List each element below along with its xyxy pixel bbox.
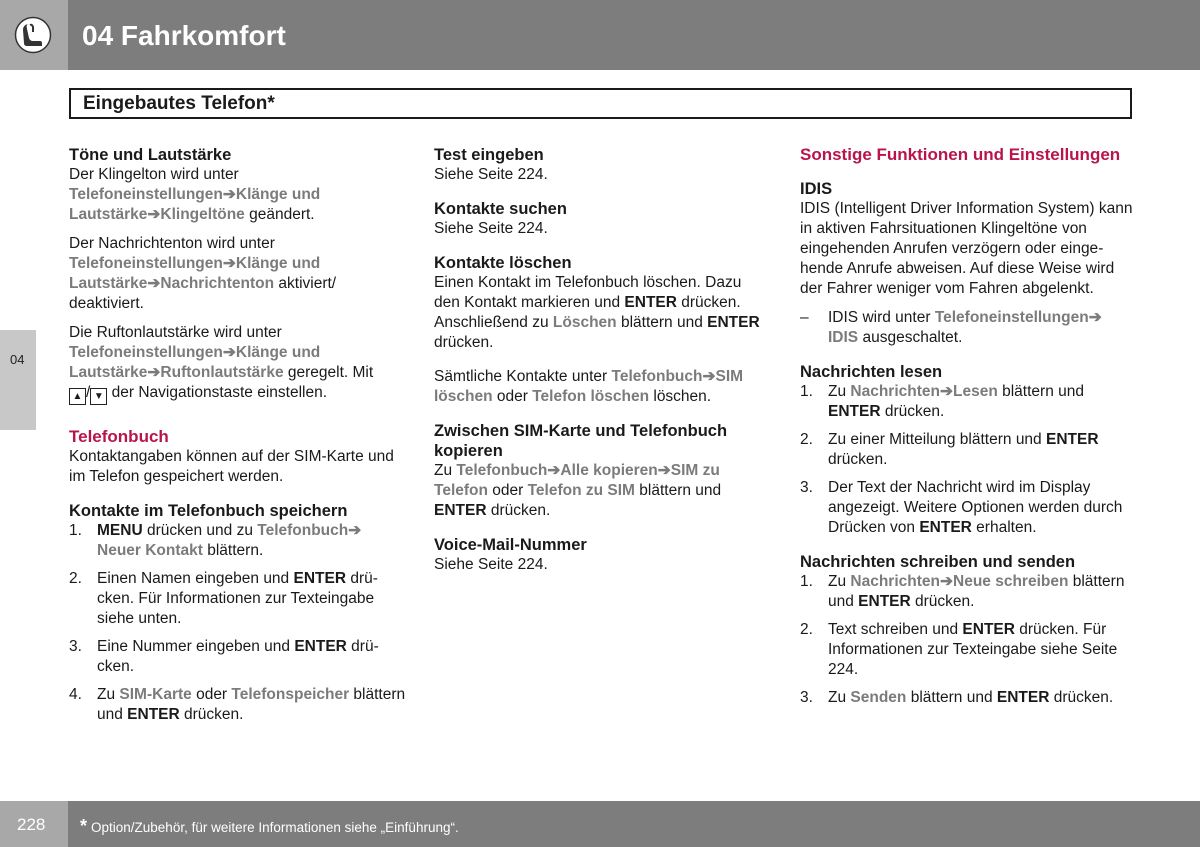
heading-nachrichten-schreiben: Nachrichten schreiben und senden bbox=[800, 553, 1076, 571]
list-item: 2. Text schreiben und ENTER drücken. Für Informationen zur Texteingabe siehe Seite 224. bbox=[800, 621, 1118, 678]
nav-down-icon: ▼ bbox=[90, 388, 107, 405]
side-chapter-tab bbox=[0, 330, 36, 430]
paragraph-test-eingeben: Siehe Seite 224. bbox=[434, 166, 548, 183]
page-number-box bbox=[0, 801, 68, 847]
arrow-icon: ➔ bbox=[147, 206, 161, 223]
paragraph-kopieren: Zu Telefonbuch➔Alle kopieren➔SIM zu Telefon oder Telefon zu SIM blättern und ENTER drücken. bbox=[434, 462, 722, 519]
paragraph-saemtliche-kontakte: Sämtliche Kontakte unter Telefonbuch➔SIM löschen oder Telefon löschen löschen. bbox=[434, 368, 744, 405]
arrow-icon: ➔ bbox=[222, 344, 236, 361]
list-item: 1. Zu Nachrichten➔Lesen blättern und ENTER drücken. bbox=[800, 383, 1084, 420]
list-item: 2. Einen Namen eingeben und ENTER drücken. Für Informationen zur Texteingabe siehe unten. bbox=[69, 570, 378, 627]
arrow-icon: ➔ bbox=[940, 383, 953, 400]
arrow-icon: ➔ bbox=[1088, 309, 1102, 326]
arrow-icon: ➔ bbox=[940, 573, 953, 590]
arrow-icon: ➔ bbox=[222, 186, 236, 203]
list-item: 4. Zu SIM-Karte oder Telefonspeicher blättern und ENTER drücken. bbox=[69, 686, 406, 723]
paragraph-klingelton: Der Klingelton wird unter Telefoneinstellungen➔Klänge und Lautstärke➔Klingeltöne geändert. bbox=[69, 166, 321, 223]
heading-telefonbuch: Telefonbuch bbox=[69, 427, 169, 446]
heading-kontakte-loeschen: Kontakte löschen bbox=[434, 254, 572, 272]
arrow-icon: ➔ bbox=[702, 368, 716, 385]
heading-kontakte-speichern: Kontakte im Telefonbuch speichern bbox=[69, 502, 348, 520]
list-item: 1. Zu Nachrichten➔Neue schreiben blättern und ENTER drücken. bbox=[800, 573, 1125, 610]
list-item: 3. Zu Senden blättern und ENTER drücken. bbox=[800, 689, 1114, 706]
section-title-box bbox=[69, 88, 1132, 119]
paragraph-idis: IDIS (Intelligent Driver Information System) kann in aktiven Fahrsituationen Klingeltöne von eingehenden Anrufen verzögern oder eingehende Anrufe abweisen. Auf diese Weise wird der Fahrer weniger vom Fahren abgelenkt. bbox=[800, 200, 1133, 297]
list-item: 2. Zu einer Mitteilung blättern und ENTER drücken. bbox=[800, 431, 1099, 468]
footnote-text: Option/Zubehör, für weitere Informationen siehe „Einführung“. bbox=[91, 820, 459, 835]
chapter-title: 04 Fahrkomfort bbox=[82, 20, 286, 51]
arrow-icon: ➔ bbox=[222, 255, 236, 272]
arrow-icon: ➔ bbox=[547, 462, 561, 479]
heading-sonstige-funktionen: Sonstige Funktionen und Einstellungen bbox=[800, 145, 1121, 164]
paragraph-kontaktangaben: Kontaktangaben können auf der SIM-Karte und im Telefon gespeichert werden. bbox=[69, 448, 394, 485]
paragraph-nachrichtenton: Der Nachrichtenton wird unter Telefoneinstellungen➔Klänge und Lautstärke➔Nachrichtenton aktiviert/ deaktiviert. bbox=[69, 235, 337, 312]
arrow-icon: ➔ bbox=[147, 275, 161, 292]
side-chapter-label: 04 bbox=[10, 352, 25, 367]
list-item: 3. Eine Nummer eingeben und ENTER drücken. bbox=[69, 638, 379, 675]
column-1 bbox=[69, 145, 409, 733]
nav-up-icon: ▲ bbox=[69, 388, 86, 405]
column-3 bbox=[800, 145, 1135, 716]
paragraph-kontakte-loeschen: Einen Kontakt im Telefonbuch löschen. Dazu den Kontakt markieren und ENTER drücken. Anschließend zu Löschen blättern und ENTER drücken. bbox=[434, 274, 760, 351]
header-icon-box bbox=[0, 0, 68, 70]
arrow-icon: ➔ bbox=[348, 522, 362, 539]
section-title: Eingebautes Telefon* bbox=[83, 93, 275, 114]
arrow-icon: ➔ bbox=[657, 462, 671, 479]
column-2 bbox=[434, 145, 769, 584]
paragraph-kontakte-suchen: Siehe Seite 224. bbox=[434, 220, 548, 237]
paragraph-ruftonlautstaerke: Die Ruftonlautstärke wird unter Telefoneinstellungen➔Klänge und Lautstärke➔Ruftonlautstärke geregelt. Mit ▲ / ▼ der Navigationstaste einstellen. bbox=[69, 323, 409, 405]
list-item: 3. Der Text der Nachricht wird im Display angezeigt. Weitere Optionen werden durch Drücken von ENTER erhalten. bbox=[800, 479, 1123, 536]
heading-test-eingeben: Test eingeben bbox=[434, 146, 544, 164]
paragraph-voice-mail: Siehe Seite 224. bbox=[434, 556, 548, 573]
seat-icon bbox=[14, 16, 52, 54]
heading-toene: Töne und Lautstärke bbox=[69, 146, 232, 164]
heading-kopieren: Zwischen SIM-Karte und Telefonbuch kopieren bbox=[434, 422, 728, 460]
heading-kontakte-suchen: Kontakte suchen bbox=[434, 200, 567, 218]
page-number: 228 bbox=[17, 815, 46, 834]
heading-nachrichten-lesen: Nachrichten lesen bbox=[800, 363, 943, 381]
heading-voice-mail: Voice-Mail-Nummer bbox=[434, 536, 587, 554]
heading-idis: IDIS bbox=[800, 180, 833, 198]
list-item: – IDIS wird unter Telefoneinstellungen➔ IDIS ausgeschaltet. bbox=[800, 309, 1102, 346]
list-item: 1. MENU drücken und zu Telefonbuch➔ Neuer Kontakt blättern. bbox=[69, 522, 362, 559]
arrow-icon: ➔ bbox=[147, 364, 161, 381]
footnote bbox=[80, 816, 459, 837]
asterisk-icon: * bbox=[80, 816, 88, 836]
